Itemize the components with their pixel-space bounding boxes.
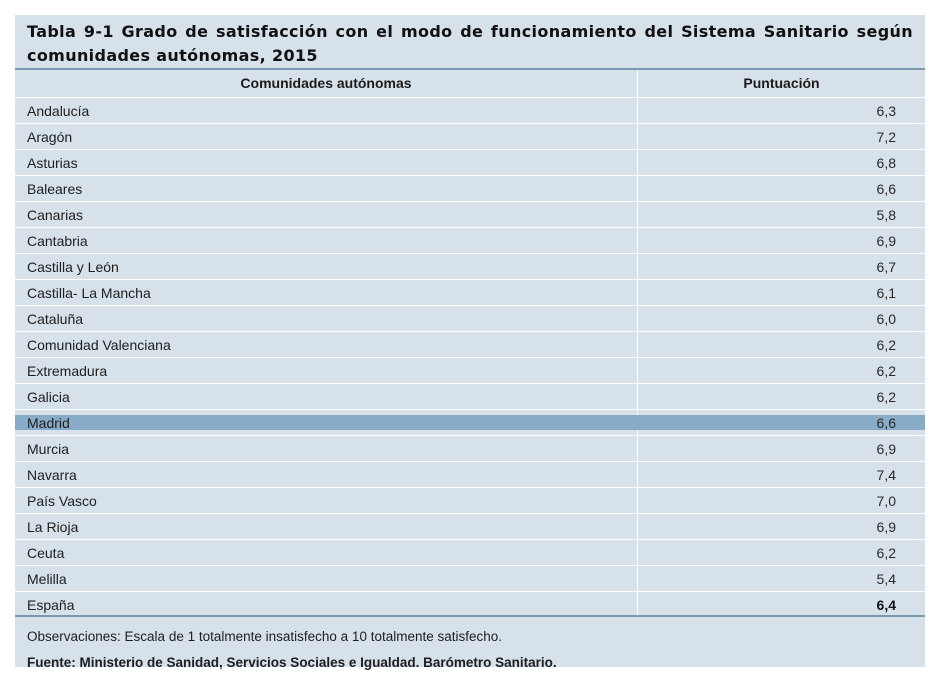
row-community-name: Madrid	[27, 415, 70, 431]
table-row	[15, 149, 925, 175]
row-community-name: Baleares	[27, 181, 83, 197]
row-score-value: 6,1	[876, 285, 896, 301]
row-community-name: Galicia	[27, 389, 70, 405]
row-score-value: 6,6	[876, 415, 896, 431]
row-community-name: País Vasco	[27, 493, 97, 509]
row-score-value: 6,4	[876, 597, 896, 613]
table-row	[15, 175, 925, 201]
row-community-name: Cataluña	[27, 311, 84, 327]
table-row	[15, 123, 925, 149]
row-score-value: 6,7	[876, 259, 896, 275]
table-header	[15, 71, 925, 97]
row-score-value: 7,2	[876, 129, 896, 145]
table-title: Tabla 9-1 Grado de satisfacción con el modo de funcionamiento del Sistema Sanitario según comunidades autónomas, 2015	[27, 22, 913, 65]
table-panel	[15, 15, 925, 670]
row-community-name: Extremadura	[27, 363, 108, 379]
table-row	[15, 565, 925, 591]
row-score-value: 6,9	[876, 441, 896, 457]
row-score-value: 6,2	[876, 363, 896, 379]
row-community-name: Castilla- La Mancha	[27, 285, 151, 301]
table-row	[15, 357, 925, 383]
table-row	[15, 253, 925, 279]
source-note: Fuente: Ministerio de Sanidad, Servicios Sociales e Igualdad. Barómetro Sanitario.	[27, 655, 557, 670]
row-community-name: Andalucía	[27, 103, 90, 119]
row-community-name: Castilla y León	[27, 259, 119, 275]
row-score-value: 5,4	[876, 571, 896, 587]
row-score-value: 6,0	[876, 311, 896, 327]
table-row	[15, 487, 925, 513]
title-divider	[15, 68, 925, 70]
table-row	[15, 305, 925, 331]
row-community-name: Comunidad Valenciana	[27, 337, 171, 353]
row-community-name: Navarra	[27, 467, 77, 483]
table-row	[15, 97, 925, 123]
table-notes	[27, 624, 557, 676]
observations-note: Observaciones: Escala de 1 totalmente insatisfecho a 10 totalmente satisfecho.	[27, 629, 503, 644]
row-score-value: 6,2	[876, 545, 896, 561]
row-community-name: Murcia	[27, 441, 70, 457]
table-row	[15, 279, 925, 305]
row-score-value: 6,2	[876, 389, 896, 405]
table-row	[15, 435, 925, 461]
table-row	[15, 201, 925, 227]
table-row	[15, 409, 925, 435]
table-row	[15, 383, 925, 409]
table-row	[15, 331, 925, 357]
row-score-value: 6,8	[876, 155, 896, 171]
row-score-value: 6,9	[876, 519, 896, 535]
row-community-name: Aragón	[27, 129, 73, 145]
table-row	[15, 539, 925, 565]
table-row-total	[15, 591, 925, 617]
header-score: Puntuación	[743, 75, 820, 91]
row-community-name: Canarias	[27, 207, 84, 223]
table-row	[15, 227, 925, 253]
row-community-name: La Rioja	[27, 519, 79, 535]
header-communities: Comunidades autónomas	[240, 75, 412, 91]
row-community-name: Asturias	[27, 155, 78, 171]
row-community-name: Cantabria	[27, 233, 88, 249]
row-score-value: 6,9	[876, 233, 896, 249]
row-score-value: 7,0	[876, 493, 896, 509]
row-score-value: 6,3	[876, 103, 896, 119]
row-community-name: Ceuta	[27, 545, 65, 561]
row-score-value: 7,4	[876, 467, 896, 483]
table-row	[15, 461, 925, 487]
row-community-name: España	[27, 597, 75, 613]
row-score-value: 6,2	[876, 337, 896, 353]
table-body	[15, 97, 925, 617]
row-score-value: 6,6	[876, 181, 896, 197]
row-community-name: Melilla	[27, 571, 67, 587]
table-row	[15, 513, 925, 539]
footer-divider	[15, 615, 925, 617]
row-score-value: 5,8	[876, 207, 896, 223]
